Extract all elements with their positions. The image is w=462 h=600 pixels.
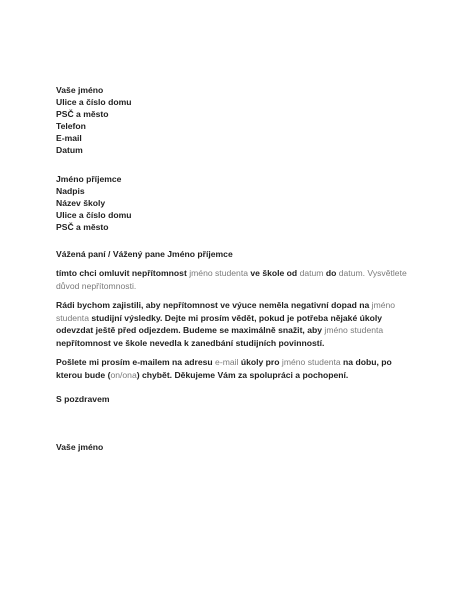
sender-date: Datum <box>56 145 83 155</box>
p1-placeholder-student: jméno studenta <box>189 268 248 278</box>
p1-text-3: do <box>323 268 339 278</box>
p2-text-2: studijní výsledky. Dejte mi prosím vědět, pokud je potřeba nějaké úkoly odevzdat ještě před odjezdem. Budeme se maximálně snažit, aby <box>56 312 383 336</box>
sender-zip-city: PSČ a město <box>56 109 109 119</box>
p1-text-1: tímto chci omluvit nepřítomnost <box>56 268 190 278</box>
paragraph-1 <box>56 267 408 292</box>
paragraph-2 <box>56 299 408 349</box>
p3-placeholder-email: e-mail <box>215 357 239 367</box>
sender-address <box>56 84 131 156</box>
recipient-name: Jméno příjemce <box>56 174 122 184</box>
recipient-zip-city: PSČ a město <box>56 222 109 232</box>
p2-text-3: nepřítomnost ve škole nevedla k zanedbání studijních povinností. <box>56 337 325 348</box>
recipient-address <box>56 173 131 233</box>
salutation: Vážená paní / Vážený pane Jméno příjemce <box>56 249 233 259</box>
p3-text-1: Pošlete mi prosím e-mailem na adresu <box>56 357 216 367</box>
p2-text-1: Rádi bychom zajistili, aby nepřítomnost ve výuce neměla negativní dopad na <box>56 300 372 310</box>
p1-placeholder-reason: Vysvětlete důvod nepřítomnosti <box>56 268 407 291</box>
p3-placeholder-pronoun: on/ona <box>110 369 137 380</box>
signature: Vaše jméno <box>56 442 104 452</box>
p3-text-2: úkoly pro <box>238 357 282 367</box>
recipient-school: Název školy <box>56 198 106 208</box>
sender-street: Ulice a číslo domu <box>56 97 132 107</box>
p1-text-5: . <box>133 280 137 291</box>
p1-placeholder-date-from: datum <box>299 268 324 278</box>
sender-name: Vaše jméno <box>56 85 104 95</box>
paragraph-3 <box>56 356 408 381</box>
p2-placeholder-student-2: jméno studenta <box>324 325 384 336</box>
recipient-street: Ulice a číslo domu <box>56 210 132 220</box>
p1-text-2: ve škole od <box>247 268 300 278</box>
p3-placeholder-student: jméno studenta <box>281 357 341 367</box>
p1-text-4: . <box>362 268 368 278</box>
p3-text-4: ) chybět. Děkujeme Vám za spolupráci a pochopení. <box>136 369 349 380</box>
p3-text-3: na dobu, po kterou bude ( <box>56 357 392 380</box>
p2-placeholder-student-1: jméno studenta <box>56 300 396 323</box>
sender-phone: Telefon <box>56 121 86 131</box>
recipient-title: Nadpis <box>56 186 85 196</box>
closing: S pozdravem <box>56 394 110 404</box>
sender-email: E-mail <box>56 133 82 143</box>
p1-placeholder-date-to: datum <box>338 268 363 278</box>
